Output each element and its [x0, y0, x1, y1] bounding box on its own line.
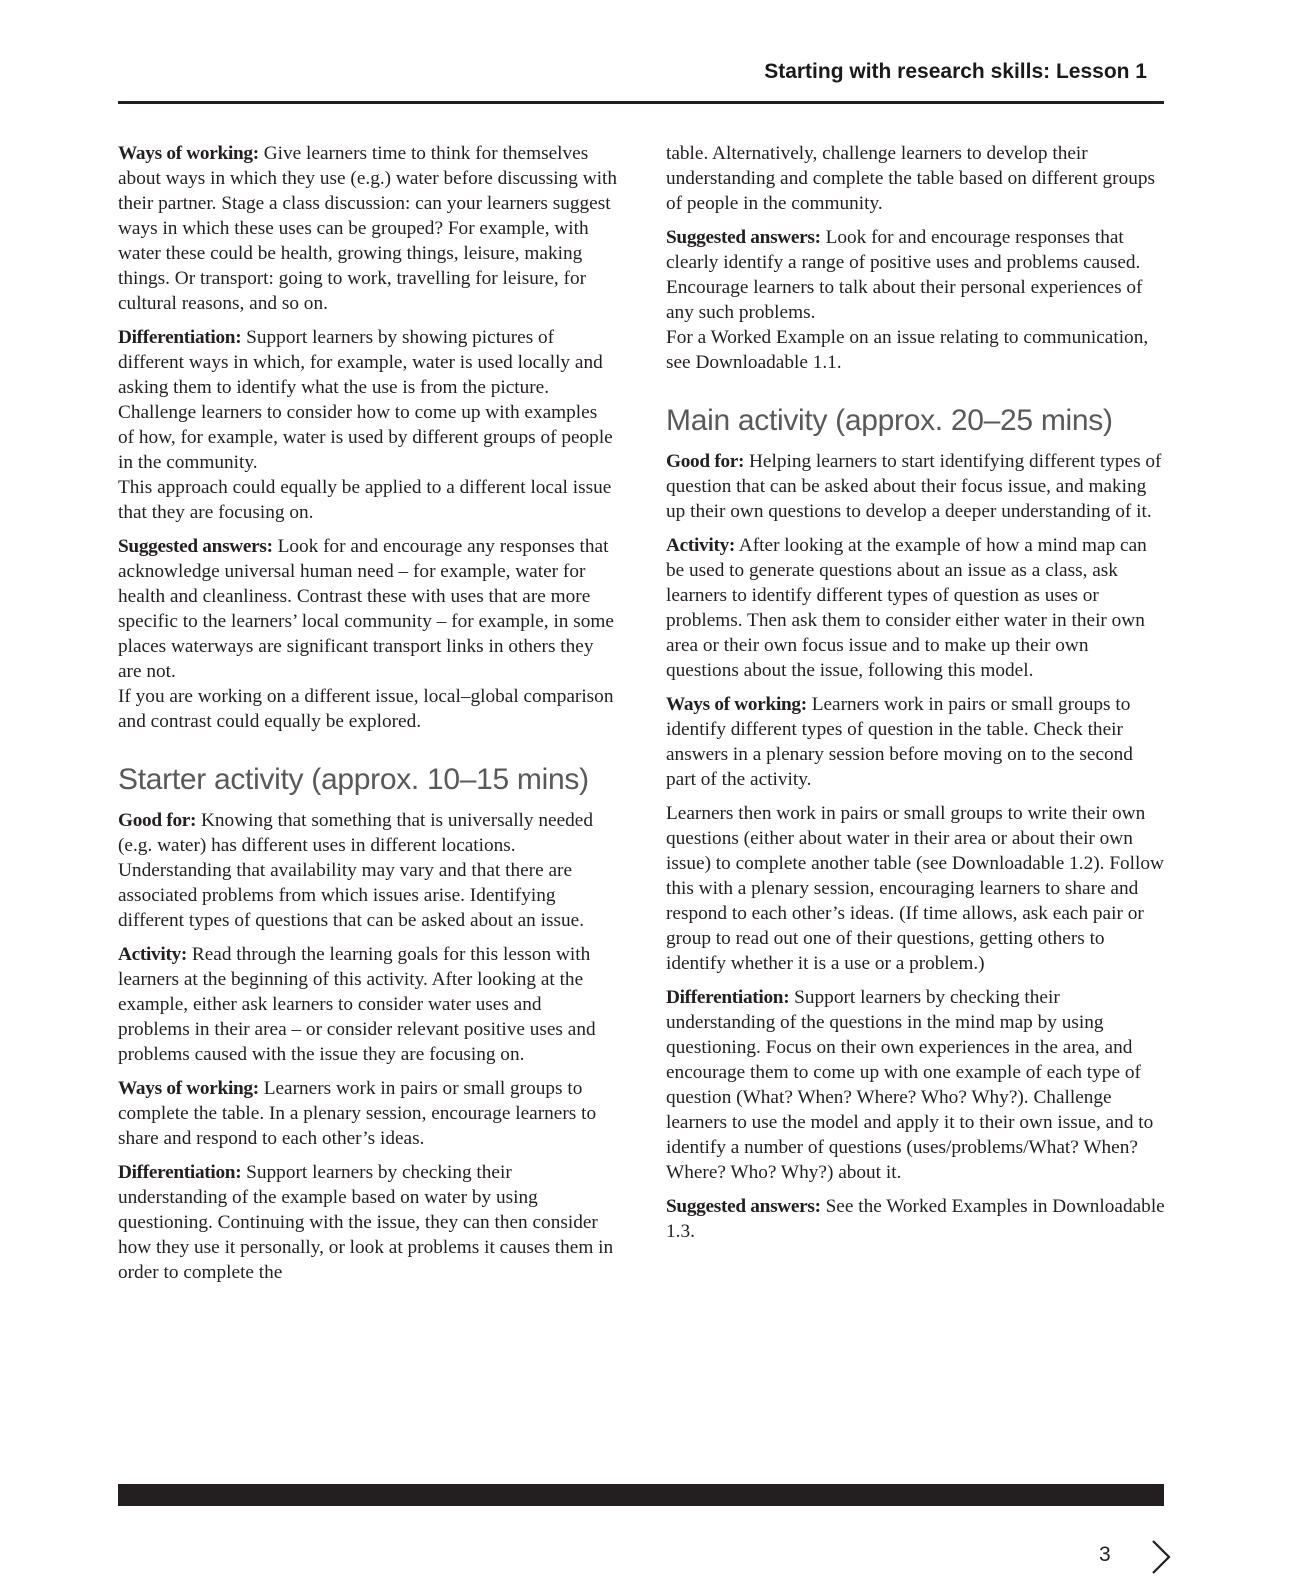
page-number: 3 [1099, 1543, 1111, 1566]
starter-differentiation-paragraph [118, 1160, 618, 1285]
paragraph-text: Learners work in pairs or small groups to identify different types of question in the table. Check their answers in a plenary session before moving on to the second part of the activity. [666, 694, 1133, 790]
paragraph-text: Support learners by checking their understanding of the questions in the mind map by using questioning. Focus on their own experiences in the area, and encourage them to come up with one example of each type of question (What? When? Where? Who? Why?). Challenge learners to use the model and apply it to their own issue, and to identify a number of questions (uses/problems/What? When? Where? Who? Why?) about it. [666, 987, 1154, 1183]
left-suggested-answers-paragraph [118, 534, 618, 684]
paragraph-text: Knowing that something that is universally needed (e.g. water) has different uses in different locations. Understanding that availability may vary and that there are associated problems from which issues arise. Identifying different types of questions that can be asked about an issue. [118, 810, 593, 931]
paragraph-text: Helping learners to start identifying different types of question that can be asked about their focus issue, and making up their own questions to develop a deeper understanding of it. [666, 451, 1162, 522]
right-suggested-answers-paragraph [666, 225, 1166, 325]
paragraph-text: After looking at the example of how a mind map can be used to generate questions about an issue as a class, ask learners to identify different types of question as uses or problems. Then ask them to consider either water in their own area or their own focus issue and to make up their own questions about the issue, following this model. [666, 535, 1147, 681]
starter-ways-of-working-paragraph [118, 1076, 618, 1151]
left-differentiation-paragraph [118, 325, 618, 475]
page-header-title: Starting with research skills: Lesson 1 [764, 60, 1147, 83]
paragraph-label: Differentiation: [118, 327, 242, 348]
paragraph-text: Look for and encourage responses that clearly identify a range of positive uses and problems caused. Encourage learners to talk about their personal experiences of any such problems. [666, 227, 1143, 323]
left-ways-of-working-paragraph [118, 141, 618, 316]
main-good-for-paragraph [666, 449, 1166, 524]
paragraph-label: Suggested answers: [666, 1196, 821, 1217]
left-suggested-answers-note: If you are working on a different issue, local–global comparison and contrast could equally be explored. [118, 686, 614, 732]
main-activity-heading: Main activity (approx. 20–25 mins) [666, 404, 1113, 437]
starter-activity-heading: Starter activity (approx. 10–15 mins) [118, 763, 589, 796]
main-differentiation-paragraph [666, 985, 1166, 1185]
paragraph-label: Ways of working: [118, 1078, 259, 1099]
paragraph-label: Activity: [666, 535, 736, 556]
paragraph-label: Differentiation: [666, 987, 790, 1008]
paragraph-label: Activity: [118, 944, 188, 965]
paragraph-label: Good for: [118, 810, 197, 831]
chevron-right-icon[interactable] [1150, 1539, 1172, 1575]
main-activity-paragraph [666, 533, 1166, 683]
right-suggested-answers-note: For a Worked Example on an issue relating to communication, see Downloadable 1.1. [666, 327, 1149, 373]
footer-bar [118, 1484, 1164, 1506]
main-ways-of-working-paragraph [666, 692, 1166, 792]
paragraph-text: Look for and encourage any responses that acknowledge universal human need – for example, water for health and cleanliness. Contrast these with uses that are more specific to the learners’ local community – for example, in some places waterways are significant transport links in others they are not. [118, 536, 614, 682]
paragraph-text: Learners work in pairs or small groups to complete the table. In a plenary session, encourage learners to share and respond to each other’s ideas. [118, 1078, 597, 1149]
paragraph-text: See the Worked Examples in Downloadable 1.3. [666, 1196, 1165, 1242]
left-differentiation-note: This approach could equally be applied to a different local issue that they are focusing on. [118, 477, 612, 523]
paragraph-label: Good for: [666, 451, 745, 472]
paragraph-label: Suggested answers: [666, 227, 821, 248]
paragraph-text: Give learners time to think for themselves about ways in which they use (e.g.) water before discussing with their partner. Stage a class discussion: can your learners suggest ways in which these uses can be grouped? For example, with water these could be health, growing things, leisure, making things. Or transport: going to work, travelling for leisure, for cultural reasons, and so on. [118, 143, 618, 314]
paragraph-text: Support learners by checking their understanding of the example based on water by using questioning. Continuing with the issue, they can then consider how they use it personally, or look at problems it causes them in order to complete the [118, 1162, 614, 1283]
paragraph-label: Differentiation: [118, 1162, 242, 1183]
left-column [118, 141, 618, 1294]
right-column [666, 141, 1166, 1253]
paragraph-label: Ways of working: [666, 694, 807, 715]
starter-activity-paragraph [118, 942, 618, 1067]
right-continued-paragraph: table. Alternatively, challenge learners to develop their understanding and complete the table based on different groups of people in the community. [666, 143, 1156, 214]
paragraph-label: Suggested answers: [118, 536, 273, 557]
paragraph-label: Ways of working: [118, 143, 259, 164]
paragraph-text: Read through the learning goals for this lesson with learners at the beginning of this activity. After looking at the example, either ask learners to consider water uses and problems in their area – or consider relevant positive uses and problems caused with the issue they are focusing on. [118, 944, 596, 1065]
main-pairs-paragraph: Learners then work in pairs or small groups to write their own questions (either about water in their area or about their own issue) to complete another table (see Downloadable 1.2). Follow this with a plenary session, encouraging learners to share and respond to each other’s ideas. (If time allows, ask each pair or group to read out one of their questions, getting others to identify whether it is a use or a problem.) [666, 803, 1164, 974]
header-divider [118, 101, 1164, 104]
main-suggested-answers-paragraph [666, 1194, 1166, 1244]
starter-good-for-paragraph [118, 808, 618, 933]
paragraph-text: Support learners by showing pictures of different ways in which, for example, water is used locally and asking them to identify what the use is from the picture. Challenge learners to consider how to come up with examples of how, for example, water is used by different groups of people in the community. [118, 327, 613, 473]
